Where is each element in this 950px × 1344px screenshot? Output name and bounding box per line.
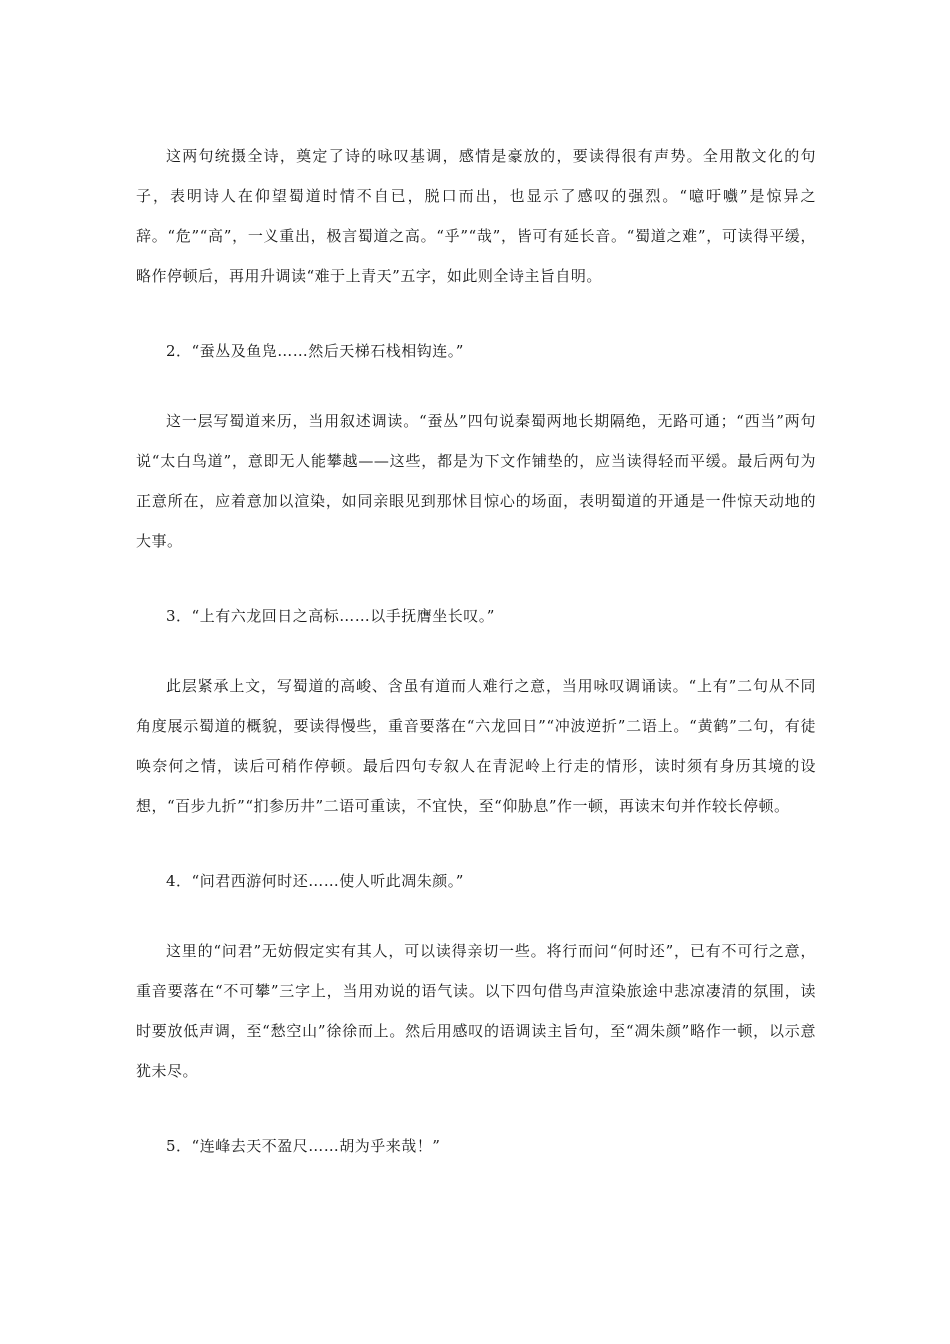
paragraph-intro: 这两句统摄全诗，奠定了诗的咏叹基调，感情是豪放的，要读得很有声势。全用散文化的句子，表明诗人在仰望蜀道时情不自已，脱口而出，也显示了感叹的强烈。“噫吁嚱”是惊异之辞。“危”“高”，一义重出，极言蜀道之高。“乎”“哉”，皆可有延长音。“蜀道之难”，可读得平缓，略作停顿后，再用升调读“难于上青天”五字，如此则全诗主旨自明。 xyxy=(136,147,816,285)
section-heading-2: 2．“蚕丛及鱼凫……然后天梯石栈相钩连。” xyxy=(166,342,464,360)
section-heading-3: 3．“上有六龙回日之高标……以手抚膺坐长叹。” xyxy=(166,607,495,625)
paragraph-section-3: 此层紧承上文，写蜀道的高峻、含虽有道而人难行之意，当用咏叹调诵读。“上有”二句从不同角度展示蜀道的概貌，要读得慢些，重音要落在“六龙回日”“冲波逆折”二语上。“黄鹤”二句，有徒唤奈何之情，读后可稍作停顿。最后四句专叙人在青泥岭上行走的情形，读时须有身历其境的设想，“百步九折”“扪参历井”二语可重读，不宜快，至“仰胁息”作一顿，再读末句并作较长停顿。 xyxy=(136,677,816,815)
paragraph-section-4: 这里的“问君”无妨假定实有其人，可以读得亲切一些。将行而问“何时还”，已有不可行之意，重音要落在“不可攀”三字上，当用劝说的语气读。以下四句借鸟声渲染旅途中悲凉凄清的氛围，读时要放低声调，至“愁空山”徐徐而上。然后用感叹的语调读主旨句，至“凋朱颜”略作一顿，以示意犹未尽。 xyxy=(136,942,816,1080)
paragraph-section-2: 这一层写蜀道来历，当用叙述调读。“蚕丛”四句说秦蜀两地长期隔绝，无路可通；“西当”两句说“太白鸟道”，意即无人能攀越——这些，都是为下文作铺垫的，应当读得轻而平缓。最后两句为正意所在，应着意加以渲染，如同亲眼见到那怵目惊心的场面，表明蜀道的开通是一件惊天动地的大事。 xyxy=(136,412,816,550)
section-heading-4: 4．“问君西游何时还……使人听此凋朱颜。” xyxy=(166,872,464,890)
document-page xyxy=(136,136,816,1166)
section-heading-5: 5．“连峰去天不盈尺……胡为乎来哉！” xyxy=(166,1137,441,1155)
